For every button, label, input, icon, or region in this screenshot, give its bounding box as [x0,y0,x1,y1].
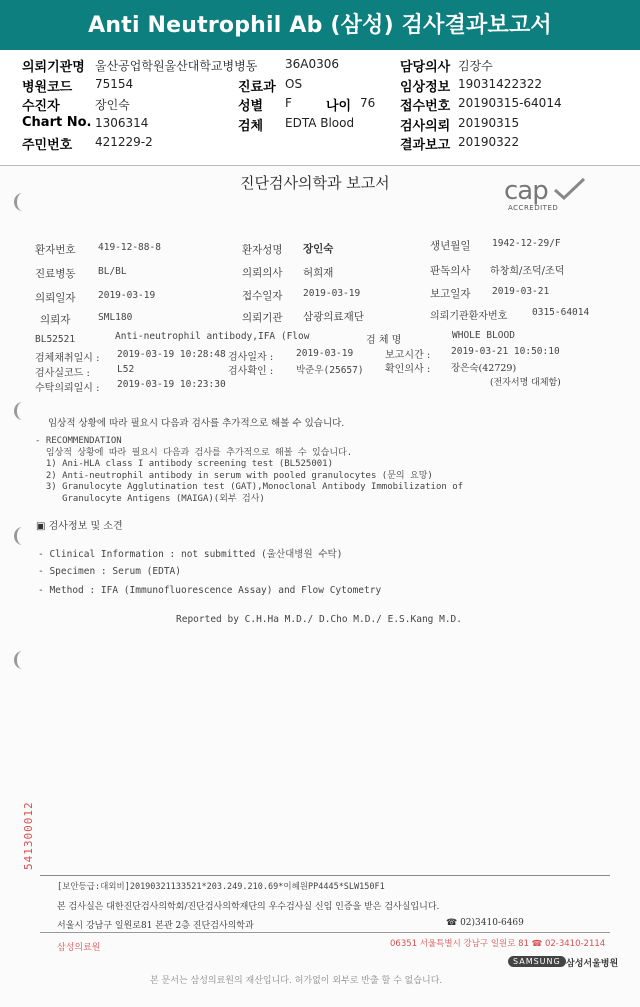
e-signature-note: (전자서명 대체함) [490,378,561,388]
info-specimen: - Specimen : Serum (EDTA) [38,566,181,577]
value-test-request: 20190315 [458,116,520,130]
cap-logo-text: cap [504,176,548,206]
label-pt-name: 환자성명 [242,244,283,256]
value-rep-date: 2019-03-21 [492,286,550,297]
value-patient: 장인숙 [95,98,130,112]
report-title: Anti Neutrophil Ab (삼성) 검사결과보고서 [88,13,552,38]
recommendation-line: - RECOMMENDATION [35,436,122,446]
value-collect: 2019-03-19 10:28:48 [117,349,226,360]
label-test-request: 검사의뢰 [400,119,451,134]
recommendation-line: 2) Anti-neutrophil antibody in serum with pooled granulocytes (문의 요망) [35,470,433,481]
footer-divider [40,875,610,876]
value-resident-no: 421229-2 [95,135,153,149]
label-sex: 성별 [238,99,264,114]
label-specimen: 검체 [238,119,264,134]
value-dept: OS [285,77,303,91]
samsung-logo: SAMSUNG [508,956,566,967]
label-rep-date: 보고일자 [430,288,471,300]
clinical-note: 임상적 상황에 따라 필요시 다음과 검사를 추가적으로 해볼 수 있습니다. [48,418,345,429]
value-requester: SML180 [98,312,133,323]
value-room-code: L52 [117,364,135,375]
label-req-dr: 의뢰의사 [242,267,283,279]
value-org-no: 0315-64014 [532,307,590,318]
value-clinical-info: 19031422322 [458,77,542,91]
lab-report-title: 진단검사의학과 보고서 [240,174,390,192]
label-room-code: 검사실코드 : [35,368,90,379]
footer-hospital-address: 06351 서울특별시 강남구 일원로 81 ☎ 02-3410-2114 [390,939,606,949]
label-dept: 진료과 [238,80,276,95]
label-dob: 생년월일 [430,240,471,252]
report-header-bar [0,0,640,50]
label-org: 의뢰기관 [242,312,283,324]
checkmark-icon [552,176,586,202]
label-test-date: 검사일자 : [228,352,274,363]
cap-accredited-text: ACCREDITED [508,204,559,212]
punch-hole [14,402,31,420]
punch-hole [14,651,31,669]
punch-hole [14,527,31,545]
value-dob: 1942-12-29/F [492,238,561,249]
value-confirm: 박준우(25657) [296,365,364,376]
label-ward: 진료병동 [35,268,76,280]
label-hosp-code: 병원코드 [22,80,73,95]
value-verify: 장은숙(42729) [451,363,517,374]
value-accession: 20190315-64014 [458,96,562,110]
label-age: 나이 [326,99,352,114]
value-pt-name: 장인숙 [303,243,334,255]
recommendation-line: Granulocyte Antigens (MAIGA)(외부 검사) [35,493,265,504]
label-org-no: 의뢰기관환자번호 [430,311,508,322]
value-chart-no: 1306314 [95,116,149,130]
value-rep-time: 2019-03-21 10:50:10 [451,346,560,357]
label-reader: 판독의사 [430,265,471,277]
value-req-date: 2019-03-19 [98,290,156,301]
recommendation-line: 임상적 상황에 따라 필요시 다음과 검사를 추가적으로 해볼 수 있습니다. [35,447,353,458]
value-org: 삼광의료재단 [303,311,364,323]
patient-info-panel [0,50,640,166]
info-method: - Method : IFA (Immunofluorescence Assay) and Flow Cytometry [38,585,382,596]
lab-address: 서울시 강남구 일원로81 본관 2층 진단검사의학과 [57,921,254,931]
label-doctor: 담당의사 [400,60,451,75]
info-clinical: - Clinical Information : not submitted (울산대병원 수탁) [38,549,343,560]
label-confirm: 검사확인 : [228,366,274,377]
label-result-report: 결과보고 [400,138,451,153]
value-req-org: 울산공업학원울산대학교병병동 [95,59,258,73]
value-doctor: 김장수 [458,59,493,73]
label-receipt: 수탁의뢰일시 : [35,383,100,394]
value-req-dr: 허희재 [303,267,334,279]
value-specimen-name: WHOLE BLOOD [452,330,515,341]
label-resident-no: 주민번호 [22,138,73,153]
value-age: 76 [360,96,376,110]
test-code: BL52521 [35,334,76,345]
value-reader: 하창희/조덕/조덕 [490,266,565,277]
recommendation-block [35,436,463,505]
label-accession: 접수번호 [400,99,451,114]
label-rep-time: 보고시간 : [385,350,431,361]
value-result-report: 20190322 [458,135,520,149]
value-pt-no: 419-12-88-8 [98,242,161,253]
section-title: ▣ 검사정보 및 소견 [36,521,123,532]
value-ward-code: 36A0306 [285,57,340,71]
side-barcode-number: 541300012 [22,801,35,870]
label-collect: 검체채취일시 : [35,353,100,364]
value-hosp-code: 75154 [95,77,134,91]
label-requester: 의뢰자 [40,314,71,326]
label-patient: 수진자 [22,99,60,114]
label-req-org: 의뢰기관명 [22,60,85,75]
value-sex: F [285,96,292,110]
label-chart-no: Chart No. [22,115,92,130]
footer-samsung-medical: 삼성의료원 [57,943,101,953]
label-pt-no: 환자번호 [35,244,76,256]
hospital-name: 삼성서울병원 [566,959,619,969]
label-recv-date: 접수일자 [242,290,283,302]
value-test-date: 2019-03-19 [296,348,354,359]
lab-phone: ☎ 02)3410-6469 [446,918,524,928]
label-clinical-info: 임상정보 [400,80,451,95]
value-receipt: 2019-03-19 10:23:30 [117,379,226,390]
label-verify: 확인의사 : [385,364,431,375]
recommendation-line: 1) Ani-HLA class I antibody screening test (BL525001) [35,459,334,469]
punch-hole [14,193,31,211]
cap-accredited-logo [500,176,590,216]
accreditation-note: 본 검사실은 대한진단검사의학회/진단검사의학재단의 우수검사실 신임 인증을 받은 검사실입니다. [57,902,440,912]
value-recv-date: 2019-03-19 [303,288,361,299]
disclaimer: 본 문서는 삼성의료원의 재산입니다. 허가없이 외부로 반출 할 수 없습니다. [150,976,443,986]
security-line: [보안등급:대외비]20190321133521*203.249.210.69*이혜원PP4445*SLW150F1 [57,882,385,892]
recommendation-line: 3) Granulocyte Agglutination test (GAT),Monoclonal Antibody Immobilization of [35,482,464,492]
label-specimen-name: 검 체 명 [366,335,402,346]
value-specimen: EDTA Blood [285,116,355,130]
footer-divider [40,932,610,933]
test-name: Anti-neutrophil antibody,IFA (Flow [115,331,310,342]
label-req-date: 의뢰일자 [35,292,76,304]
value-ward: BL/BL [98,266,127,277]
reported-by: Reported by C.H.Ha M.D./ D.Cho M.D./ E.S.Kang M.D. [176,614,462,625]
